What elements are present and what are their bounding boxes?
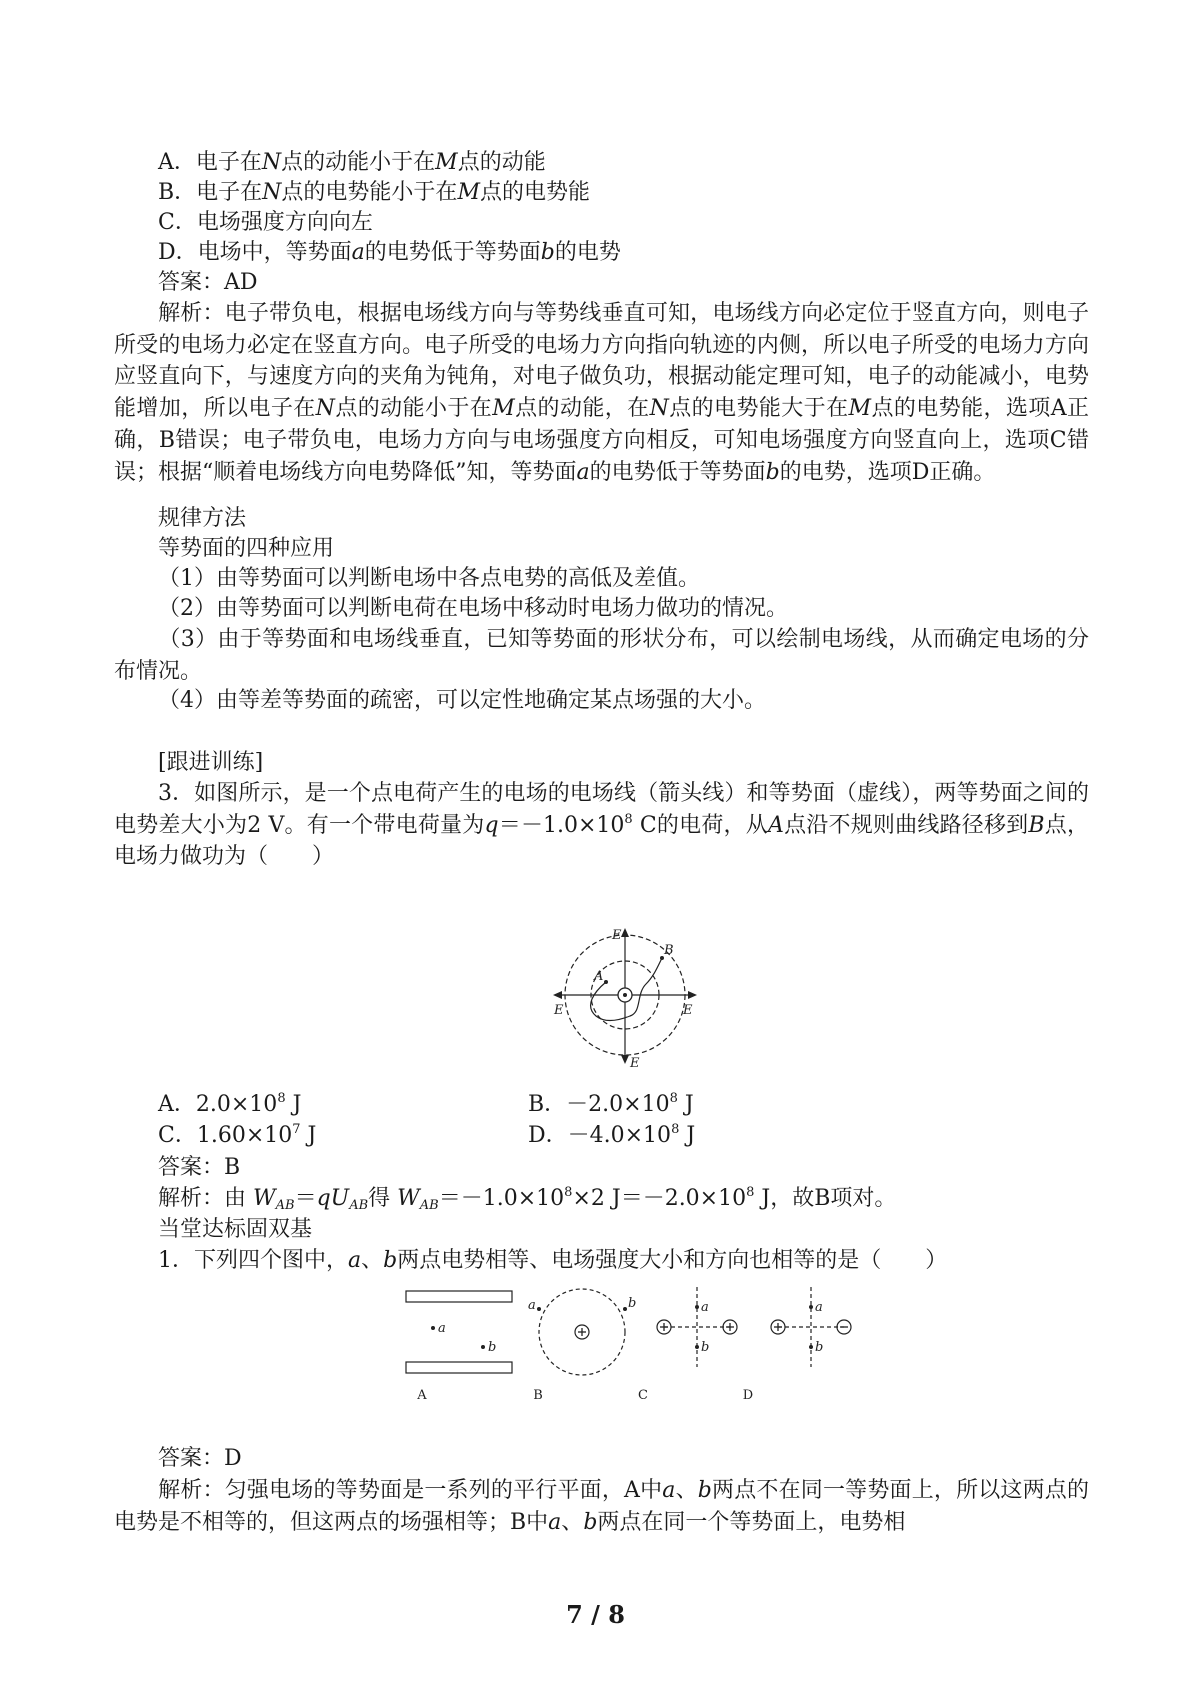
q3-option-d: D．$-4.0\times 10^8$ J — [528, 1122, 696, 1148]
q3-option-b: B．$-2.0\times 10^8$ J — [528, 1091, 694, 1117]
method-item-2: （2）由等势面可以判断电荷在电场中移动时电场力做功的情况。 — [158, 596, 788, 621]
followup-title: [跟进训练] — [158, 750, 264, 775]
plate-bottom — [406, 1362, 512, 1373]
fig1c-label-a: a — [701, 1300, 709, 1315]
fig1d-label-b: b — [815, 1340, 824, 1355]
method-title: 规律方法 — [158, 506, 247, 531]
point-charge-field-figure — [550, 922, 700, 1068]
fig1-caption-c: C — [638, 1388, 648, 1403]
arrow-right — [688, 991, 697, 999]
fig1d-label-a: a — [815, 1300, 823, 1315]
fig1b-label-a: a — [528, 1298, 536, 1313]
fig1a-label-b: b — [488, 1340, 497, 1355]
page-number: 7 / 8 — [566, 1600, 625, 1629]
fig1-caption-d: D — [742, 1388, 754, 1403]
q3-option-a: A．$2.0\times 10^8$ J — [158, 1091, 302, 1117]
q2-analysis: 解析：电子带负电，根据电场线方向与等势线垂直可知，电场线方向必定位于竖直方向，则电子所受的电场力必定在竖直方向。电子所受的电场力方向指向轨迹的内侧，所以电子所受的电场力方向应竖直向下，与速度方向的夹角为钝角，对电子做负功，根据动能定理可知，电子的动能减小，电势能增加，所以电子在N点的动能小于在M点的动能，在N点的电势能大于在M点的电势能，选项A正确，B错误；电子带负电，电场力方向与电场强度方向相反，可知电场强度方向竖直向上，选项C错误；根据“顺着电场线方向电势降低”知，等势面a的电势低于等势面b的电势，选项D正确。 — [114, 301, 1089, 485]
method-item-3: （3）由于等势面和电场线垂直，已知等势面的形状分布，可以绘制电场线，从而确定电场的分布情况。 — [114, 627, 1089, 684]
q2-option-d: D．电场中，等势面a的电势低于等势面b的电势 — [158, 240, 621, 265]
label-a: A — [594, 969, 604, 984]
method-subtitle: 等势面的四种应用 — [158, 536, 335, 561]
q2-option-a: A．电子在N点的动能小于在M点的动能 — [158, 150, 546, 175]
fig1-caption-b: B — [533, 1388, 543, 1403]
method-item-1: （1）由等势面可以判断电场中各点电势的高低及差值。 — [158, 566, 700, 591]
q1-stem: 1．下列四个图中，a、b两点电势相等、电场强度大小和方向也相等的是（ ） — [158, 1248, 948, 1273]
q2-answer: 答案：AD — [158, 270, 258, 295]
fig1b-label-b: b — [628, 1296, 637, 1311]
q3-answer: 答案：B — [158, 1155, 241, 1180]
q1-answer: 答案：D — [158, 1446, 242, 1471]
q2-option-c: C．电场强度方向向左 — [158, 210, 373, 235]
point-a — [604, 980, 608, 984]
method-item-4: （4）由等差等势面的疏密，可以定性地确定某点场强的大小。 — [158, 688, 766, 713]
section-title: 当堂达标固双基 — [158, 1217, 313, 1242]
q1-analysis: 解析：匀强电场的等势面是一系列的平行平面，A中a、b两点不在同一等势面上，所以这两点的电势是不相等的，但这两点的场强相等；B中a、b两点在同一个等势面上，电势相 — [114, 1478, 1089, 1535]
fig1-caption-a: A — [417, 1388, 427, 1403]
q2-option-b: B．电子在N点的电势能小于在M点的电势能 — [158, 180, 590, 205]
fig1c-label-b: b — [701, 1340, 710, 1355]
arrow-down — [621, 1055, 629, 1064]
q3-stem: 3．如图所示，是一个点电荷产生的电场的电场线（箭头线）和等势面（虚线），两等势面之间的电势差大小为2 V。有一个带电荷量为$q=-1.0\times 10^8$ C的电荷，从A点沿不规则曲线路径移到B点，电场力做功为（ ） — [114, 781, 1089, 870]
q3-analysis: 解析：由 $W_{AB}=qU_{AB}$得 $W_{AB}=-1.0\times 10^8\times 2$ $J=-2.0\times 10^8$ J，故B项对。 — [158, 1185, 897, 1213]
four-diagrams-figure — [400, 1283, 860, 1413]
fig1a-label-a: a — [438, 1321, 446, 1336]
label-e-top: E — [612, 928, 622, 943]
q3-option-c: C．$1.60\times 10^7$ J — [158, 1122, 317, 1148]
label-b: B — [664, 943, 674, 958]
label-e-right: E — [683, 1003, 693, 1018]
label-e-left: E — [554, 1003, 564, 1018]
plate-top — [406, 1291, 512, 1302]
arrow-left — [553, 991, 562, 999]
arrow-up — [621, 928, 629, 937]
label-e-bottom: E — [630, 1056, 640, 1068]
